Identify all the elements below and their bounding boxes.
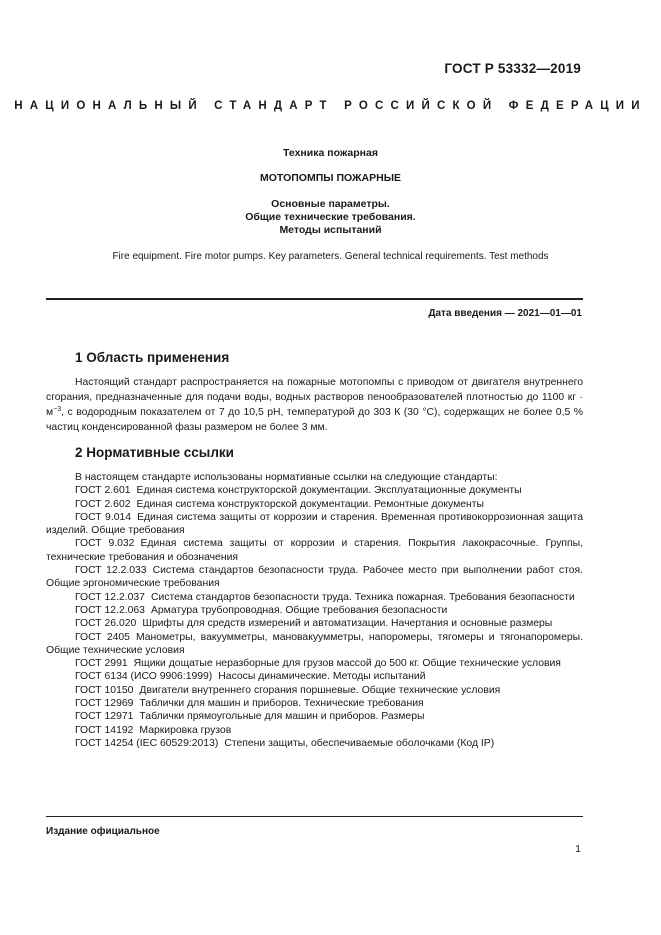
reference-item — [46, 604, 583, 617]
section-2-heading: 2 Нормативные ссылки — [75, 445, 234, 460]
section-1-text-part-2: , с водородным показателем от 7 до 10,5 pH, температурой до 303 К (30 °С), содержащих не более 0,5 % частиц конденсированной фазы размером не более 3 мм. — [46, 407, 583, 433]
reference-item — [46, 631, 583, 658]
reference-code: ГОСТ 6134 (ИСО 9906:1999) — [75, 671, 213, 683]
reference-item — [46, 697, 583, 710]
reference-title: Единая система защиты от коррозии и старения. Покрытия лакокрасочные. Группы, технические требования и обозначения — [46, 538, 583, 563]
reference-item — [46, 591, 583, 604]
reference-item — [46, 537, 583, 564]
reference-item — [46, 724, 583, 737]
page-number: 1 — [575, 843, 581, 855]
reference-item — [46, 511, 583, 538]
reference-title: Ящики дощатые неразборные для грузов массой до 500 кг. Общие технические условия — [133, 658, 561, 670]
references-intro: В настоящем стандарте использованы нормативные ссылки на следующие стандарты: — [75, 472, 498, 483]
section-1-heading: 1 Область применения — [75, 350, 230, 365]
reference-item — [46, 737, 583, 750]
reference-code: ГОСТ 12969 — [75, 698, 134, 710]
reference-code: ГОСТ 2991 — [75, 658, 128, 670]
reference-title: Единая система защиты от коррозии и старения. Временная противокоррозионная защита изделий. Общие требования — [46, 511, 583, 537]
title-english: Fire equipment. Fire motor pumps. Key parameters. General technical requirements. Test methods — [112, 251, 549, 262]
title-subtitle-line-3: Методы испытаний — [279, 224, 382, 236]
section-1-text-part-1: Настоящий стандарт распространяется на пожарные мотопомпы с приводом от двигателя внутреннего сгорания, предназначенные для подачи воды, водных растворов пенообразователей плотностью до 1100 кг · м — [46, 377, 583, 418]
density-exponent: −3 — [53, 406, 62, 413]
reference-title: Единая система конструкторской документации. Эксплуатационные документы — [136, 485, 522, 497]
header-divider — [46, 298, 583, 300]
reference-code: ГОСТ 9.014 — [75, 511, 132, 523]
national-standard-label: НАЦИОНАЛЬНЫЙ СТАНДАРТ РОССИЙСКОЙ ФЕДЕРАЦИИ — [14, 100, 647, 112]
reference-code: ГОСТ 9.032 — [75, 538, 135, 550]
title-subtitle-line-1: Основные параметры. — [271, 198, 390, 210]
reference-code: ГОСТ 2.601 — [75, 485, 131, 497]
reference-title: Насосы динамические. Методы испытаний — [218, 671, 426, 683]
reference-code: ГОСТ 12.2.033 — [75, 565, 147, 577]
reference-code: ГОСТ 2405 — [75, 631, 130, 643]
reference-title: Система стандартов безопасности труда. Рабочее место при выполнении работ стоя. Общие эргономические требования — [46, 565, 584, 590]
reference-title: Степени защиты, обеспечиваемые оболочками (Код IP) — [224, 737, 495, 749]
reference-title: Маркировка грузов — [139, 724, 232, 736]
reference-item — [46, 670, 583, 683]
reference-title: Арматура трубопроводная. Общие требования безопасности — [150, 604, 448, 616]
reference-title: Шрифты для средств измерений и автоматизации. Начертания и основные размеры — [142, 618, 553, 630]
reference-code: ГОСТ 2.602 — [75, 498, 131, 510]
reference-code: ГОСТ 26.020 — [75, 618, 137, 630]
gost-number: ГОСТ Р 53332—2019 — [444, 61, 581, 76]
references-list — [46, 471, 583, 750]
reference-title: Система стандартов безопасности труда. Техника пожарная. Требования безопасности — [150, 591, 575, 603]
reference-item — [46, 564, 583, 591]
reference-item — [46, 684, 583, 697]
reference-item — [46, 484, 583, 497]
reference-title: Таблички прямоугольные для машин и приборов. Размеры — [139, 711, 425, 723]
reference-title: Таблички для машин и приборов. Технические требования — [139, 698, 424, 710]
reference-item — [46, 617, 583, 630]
reference-item — [46, 498, 583, 511]
reference-code: ГОСТ 12.2.063 — [75, 604, 145, 616]
footer-divider — [46, 816, 583, 817]
reference-title: Единая система конструкторской документации. Ремонтные документы — [136, 498, 484, 510]
reference-code: ГОСТ 10150 — [75, 684, 134, 696]
reference-code: ГОСТ 12971 — [75, 711, 134, 723]
section-1-body — [46, 375, 583, 435]
title-category: Техника пожарная — [283, 147, 378, 159]
edition-label: Издание официальное — [46, 826, 160, 837]
reference-code: ГОСТ 12.2.037 — [75, 591, 145, 603]
reference-title: Двигатели внутреннего сгорания поршневые. Общие технические условия — [139, 684, 501, 696]
introduction-date: Дата введения — 2021—01—01 — [428, 308, 582, 319]
reference-item — [46, 657, 583, 670]
title-subtitle-line-2: Общие технические требования. — [245, 211, 416, 223]
reference-item — [46, 710, 583, 723]
reference-code: ГОСТ 14192 — [75, 724, 134, 736]
reference-code: ГОСТ 14254 (IEC 60529:2013) — [75, 737, 219, 749]
title-main: МОТОПОМПЫ ПОЖАРНЫЕ — [260, 172, 401, 184]
reference-title: Манометры, вакуумметры, мановакуумметры, напоромеры, тягомеры и тягонапоромеры. Общие технические условия — [46, 631, 583, 656]
